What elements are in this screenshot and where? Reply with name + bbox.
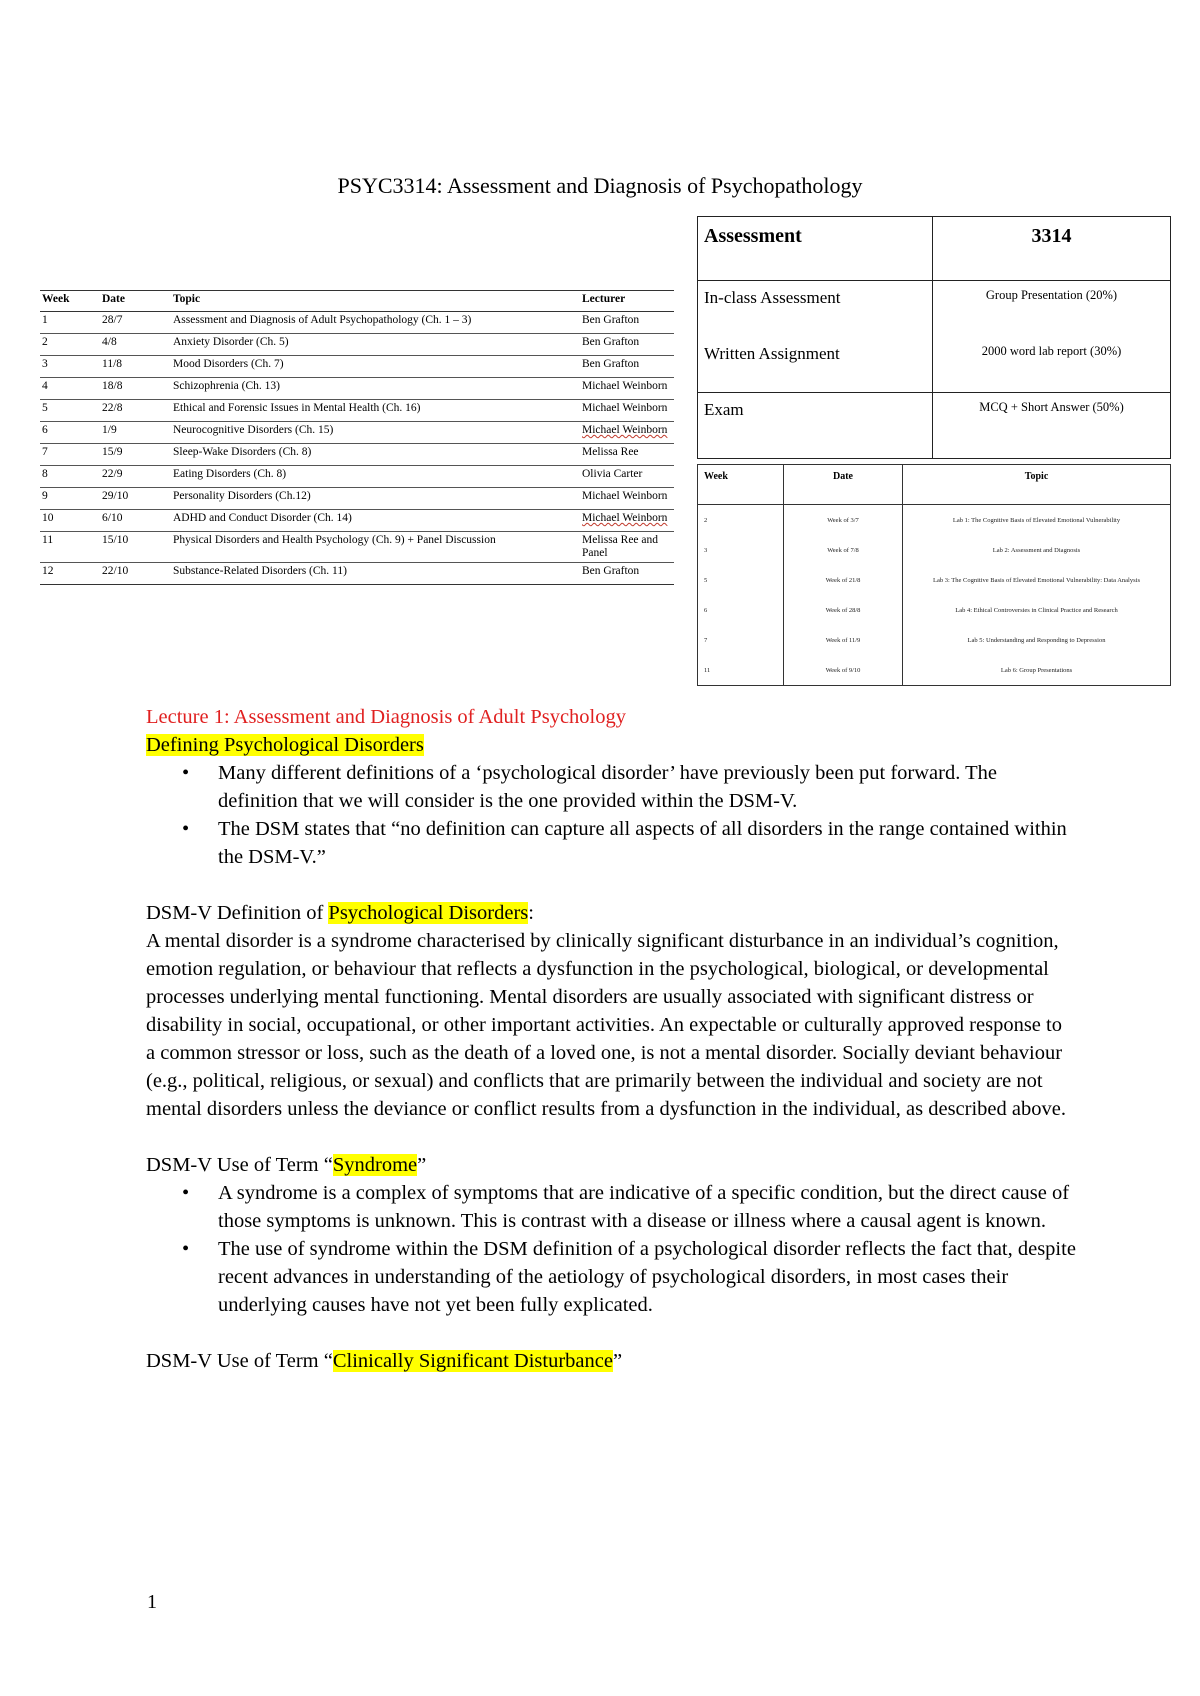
list-item: [182, 1235, 1076, 1319]
list-item: [182, 1179, 1076, 1235]
schedule-week: 2: [40, 334, 100, 356]
schedule-date: 22/8: [100, 400, 171, 422]
assessment-label: In-class Assessment: [698, 281, 933, 337]
schedule-lecturer: Michael Weinborn: [580, 510, 674, 532]
schedule-week: 10: [40, 510, 100, 532]
definition-paragraph: A mental disorder is a syndrome characterised by clinically significant disturbance in an individual’s cognition, emotion regulation, or behaviour that reflects a dysfunction in the psychological, biological, or developmental processes underlying mental functioning. Mental disorders are usually associated with significant distress or disability in social, occupational, or other important activities. An expectable or culturally approved response to a common stressor or loss, such as the death of a loved one, is not a mental disorder. Socially deviant behaviour (e.g., political, religious, or sexual) and conflicts that are primarily between the individual and society are not mental disorders unless the deviance or conflict results from a dysfunction in the individual, as described above.: [146, 930, 1066, 1120]
schedule-week: 1: [40, 312, 100, 334]
syndrome-heading: [146, 1151, 1076, 1179]
lecture-heading: Lecture 1: Assessment and Diagnosis of Adult Psychology: [146, 706, 626, 728]
schedule-date: 15/10: [100, 532, 171, 563]
lecture-notes: [146, 703, 1076, 1375]
schedule-topic: Personality Disorders (Ch.12): [171, 488, 580, 510]
bullet-icon: •: [182, 818, 190, 840]
schedule-lecturer: Michael Weinborn: [580, 422, 674, 444]
lab-row: [698, 625, 1171, 655]
schedule-lecturer: Michael Weinborn: [580, 378, 674, 400]
lab-schedule-table: [697, 464, 1171, 686]
schedule-row: [40, 466, 674, 488]
schedule-week: 5: [40, 400, 100, 422]
schedule-week: 6: [40, 422, 100, 444]
lab-date: Week of 28/8: [784, 595, 903, 625]
lab-date: Week of 11/9: [784, 625, 903, 655]
schedule-topic: Anxiety Disorder (Ch. 5): [171, 334, 580, 356]
schedule-lecturer: Ben Grafton: [580, 334, 674, 356]
schedule-topic: Schizophrenia (Ch. 13): [171, 378, 580, 400]
schedule-header-date: Date: [100, 291, 171, 312]
document-title: PSYC3314: Assessment and Diagnosis of Psychopathology: [337, 173, 863, 198]
schedule-lecturer: Melissa Ree: [580, 444, 674, 466]
bullet-text: Many different definitions of a ‘psychological disorder’ have previously been put forward. The definition that we will consider is the one provided within the DSM-V.: [218, 762, 997, 812]
lab-date: Week of 7/8: [784, 535, 903, 565]
schedule-lecturer: Michael Weinborn: [580, 400, 674, 422]
csd-heading-suffix: ”: [612, 1350, 623, 1372]
schedule-row: [40, 378, 674, 400]
lab-week: 7: [698, 625, 784, 655]
schedule-date: 29/10: [100, 488, 171, 510]
schedule-topic: Physical Disorders and Health Psychology (Ch. 9) + Panel Discussion: [171, 532, 580, 563]
lab-date: Week of 21/8: [784, 565, 903, 595]
schedule-row: [40, 400, 674, 422]
section-heading-defining: [146, 731, 1076, 759]
schedule-week: 9: [40, 488, 100, 510]
schedule-week: 3: [40, 356, 100, 378]
schedule-lecturer: Ben Grafton: [580, 312, 674, 334]
schedule-week: 8: [40, 466, 100, 488]
schedule-lecturer: Ben Grafton: [580, 356, 674, 378]
schedule-header-week: Week: [40, 291, 100, 312]
schedule-date: 4/8: [100, 334, 171, 356]
lab-week: 2: [698, 505, 784, 536]
schedule-topic: Eating Disorders (Ch. 8): [171, 466, 580, 488]
csd-heading-prefix: DSM-V Use of Term “: [146, 1350, 333, 1372]
list-item: [182, 759, 1076, 815]
schedule-topic: Ethical and Forensic Issues in Mental Health (Ch. 16): [171, 400, 580, 422]
schedule-date: 18/8: [100, 378, 171, 400]
csd-heading: [146, 1347, 1076, 1375]
schedule-row: [40, 356, 674, 378]
schedule-topic: Assessment and Diagnosis of Adult Psychopathology (Ch. 1 – 3): [171, 312, 580, 334]
lab-week: 6: [698, 595, 784, 625]
schedule-week: 12: [40, 563, 100, 585]
schedule-header-row: [40, 291, 674, 312]
schedule-topic: ADHD and Conduct Disorder (Ch. 14): [171, 510, 580, 532]
schedule-date: 11/8: [100, 356, 171, 378]
lab-header-week: Week: [698, 465, 784, 505]
assessment-header-row: [698, 217, 1171, 281]
schedule-row: [40, 422, 674, 444]
schedule-topic: Neurocognitive Disorders (Ch. 15): [171, 422, 580, 444]
lab-header-row: [698, 465, 1171, 505]
lab-row: [698, 595, 1171, 625]
definition-heading-suffix: :: [528, 902, 534, 924]
schedule-date: 15/9: [100, 444, 171, 466]
syndrome-heading-prefix: DSM-V Use of Term “: [146, 1154, 333, 1176]
schedule-lecturer: Michael Weinborn: [580, 488, 674, 510]
schedule-lecturer: Melissa Ree and Panel: [580, 532, 674, 563]
lab-week: 5: [698, 565, 784, 595]
lab-row: [698, 655, 1171, 686]
lab-date: Week of 3/7: [784, 505, 903, 536]
schedule-row: [40, 510, 674, 532]
schedule-row: [40, 532, 674, 563]
lab-topic: Lab 3: The Cognitive Basis of Elevated Emotional Vulnerability: Data Analysis: [903, 565, 1171, 595]
lab-week: 3: [698, 535, 784, 565]
lab-topic: Lab 2: Assessment and Diagnosis: [903, 535, 1171, 565]
lab-row: [698, 505, 1171, 536]
highlighted-subheading: Defining Psychological Disorders: [146, 734, 424, 756]
schedule-topic: Sleep-Wake Disorders (Ch. 8): [171, 444, 580, 466]
assessment-row: [698, 393, 1171, 459]
list-item: [182, 815, 1076, 871]
schedule-lecturer: Ben Grafton: [580, 563, 674, 585]
schedule-date: 6/10: [100, 510, 171, 532]
assessment-header-left: Assessment: [698, 217, 933, 281]
bullet-icon: •: [182, 1182, 190, 1204]
definition-heading-prefix: DSM-V Definition of: [146, 902, 329, 924]
bullet-text: A syndrome is a complex of symptoms that are indicative of a specific condition, but the direct cause of those symptoms is unknown. This is contrast with a disease or illness where a causal agent is known.: [218, 1182, 1070, 1232]
lab-row: [698, 535, 1171, 565]
schedule-lecturer: Olivia Carter: [580, 466, 674, 488]
schedule-week: 4: [40, 378, 100, 400]
page-number: 1: [147, 1591, 157, 1613]
schedule-row: [40, 563, 674, 585]
assessment-row: [698, 281, 1171, 337]
schedule-row: [40, 334, 674, 356]
lab-header-date: Date: [784, 465, 903, 505]
syndrome-heading-highlight: Syndrome: [332, 1154, 418, 1176]
lecture-schedule-table: [40, 290, 674, 585]
assessment-header-right: 3314: [933, 217, 1171, 281]
schedule-date: 22/10: [100, 563, 171, 585]
lab-week: 11: [698, 655, 784, 686]
syndrome-bullet-list: [146, 1179, 1076, 1319]
schedule-header-topic: Topic: [171, 291, 580, 312]
schedule-row: [40, 444, 674, 466]
definition-heading-highlight: Psychological Disorders: [328, 902, 529, 924]
bullet-icon: •: [182, 1238, 190, 1260]
csd-heading-highlight: Clinically Significant Disturbance: [332, 1350, 613, 1372]
schedule-week: 11: [40, 532, 100, 563]
schedule-date: 28/7: [100, 312, 171, 334]
bullet-text: The use of syndrome within the DSM definition of a psychological disorder reflects the fact that, despite recent advances in understanding of the aetiology of psychological disorders, in most cases their underlying causes have not yet been fully explicated.: [218, 1238, 1076, 1316]
lab-date: Week of 9/10: [784, 655, 903, 686]
lab-header-topic: Topic: [903, 465, 1171, 505]
bullet-icon: •: [182, 762, 190, 784]
schedule-row: [40, 312, 674, 334]
lab-topic: Lab 6: Group Presentations: [903, 655, 1171, 686]
assessment-row: [698, 337, 1171, 393]
schedule-header-lecturer: Lecturer: [580, 291, 674, 312]
definition-heading: [146, 899, 1076, 927]
bullet-text: The DSM states that “no definition can capture all aspects of all disorders in the range contained within the DSM-V.”: [218, 818, 1067, 868]
schedule-date: 1/9: [100, 422, 171, 444]
assessment-label: Exam: [698, 393, 933, 459]
lab-row: [698, 565, 1171, 595]
schedule-topic: Substance-Related Disorders (Ch. 11): [171, 563, 580, 585]
syndrome-heading-suffix: ”: [417, 1154, 427, 1176]
assessment-value: 2000 word lab report (30%): [933, 337, 1171, 393]
schedule-week: 7: [40, 444, 100, 466]
schedule-topic: Mood Disorders (Ch. 7): [171, 356, 580, 378]
schedule-row: [40, 488, 674, 510]
schedule-date: 22/9: [100, 466, 171, 488]
lab-topic: Lab 5: Understanding and Responding to Depression: [903, 625, 1171, 655]
assessment-value: Group Presentation (20%): [933, 281, 1171, 337]
defining-bullet-list: [146, 759, 1076, 871]
lab-topic: Lab 4: Ethical Controversies in Clinical Practice and Research: [903, 595, 1171, 625]
assessment-table: [697, 216, 1171, 459]
assessment-label: Written Assignment: [698, 337, 933, 393]
assessment-value: MCQ + Short Answer (50%): [933, 393, 1171, 459]
lab-topic: Lab 1: The Cognitive Basis of Elevated Emotional Vulnerability: [903, 505, 1171, 536]
